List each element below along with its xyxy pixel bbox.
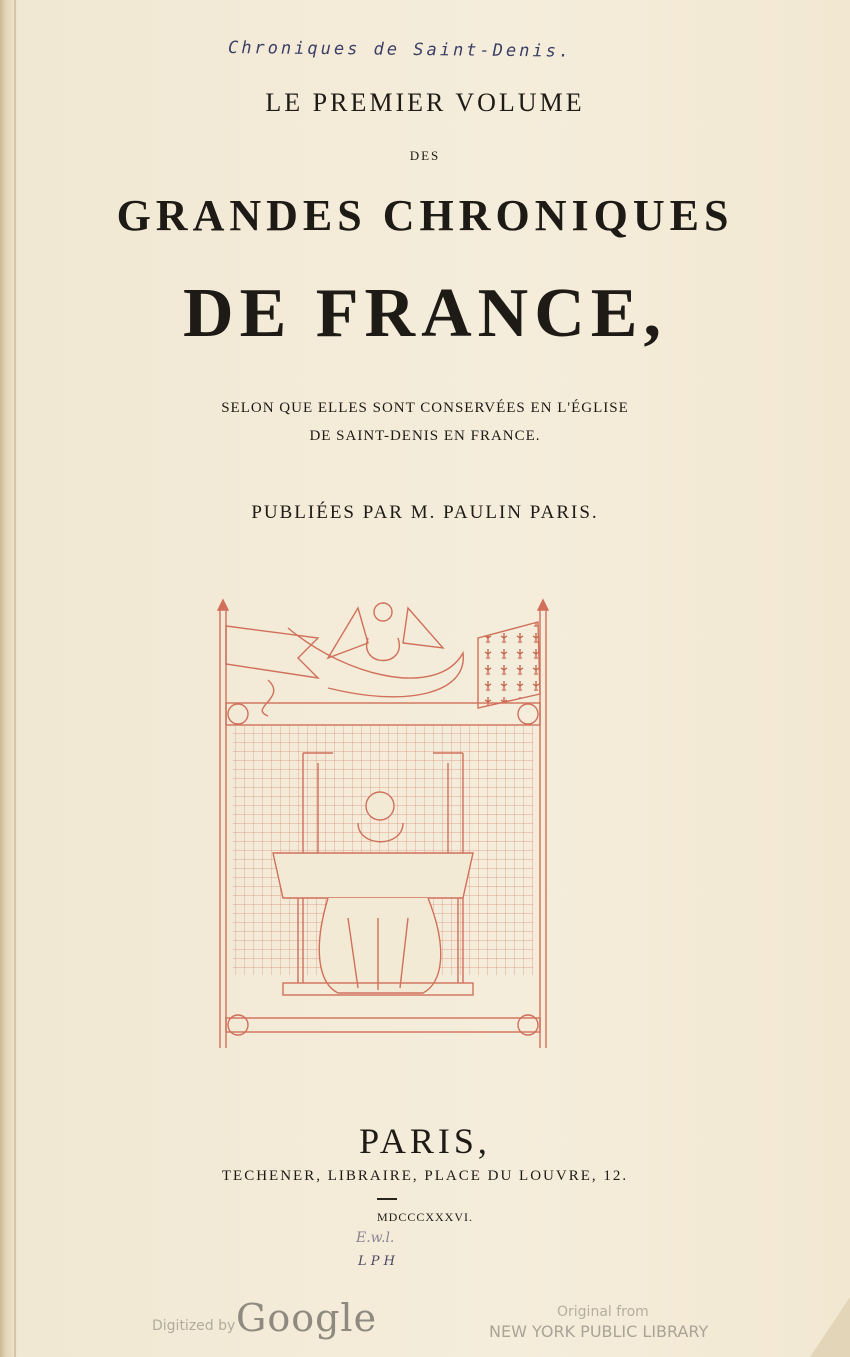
manuscript-initials: L P H	[358, 1254, 395, 1269]
library-name: NEW YORK PUBLIC LIBRARY	[489, 1322, 709, 1341]
digitized-by-label: Digitized by	[152, 1318, 236, 1334]
imprint-publisher: TECHENER, LIBRAIRE, PLACE DU LOUVRE, 12.	[221, 1168, 629, 1184]
top-left-knot	[228, 704, 248, 724]
top-right-knot	[518, 704, 538, 724]
original-from-label: Original from	[557, 1304, 649, 1320]
scribe-head	[366, 792, 394, 820]
subtitle-line-1: SELON QUE ELLES SONT CONSERVÉES EN L'ÉGLISE	[221, 400, 629, 416]
handwritten-title-note: Chroniques de Saint-Denis.	[227, 38, 573, 62]
left-pennant	[226, 626, 318, 678]
bottom-beam	[226, 1018, 540, 1032]
fleur-de-lis-banner	[478, 622, 540, 708]
imprint-city: PARIS,	[359, 1121, 491, 1161]
pennant-streamer	[262, 680, 274, 716]
top-beam	[226, 703, 540, 725]
editor-credit: PUBLIÉES PAR M. PAULIN PARIS.	[251, 502, 599, 523]
manuscript-shelfmark: E.w.l.	[356, 1230, 395, 1246]
title-line-2: DES	[409, 148, 441, 163]
writing-desk	[273, 853, 473, 898]
angel-wings	[328, 608, 443, 658]
title-line-1: LE PREMIER VOLUME	[265, 88, 585, 117]
illustration-scribe-at-desk	[208, 598, 553, 1053]
page-corner-shadow	[810, 1297, 850, 1357]
title-line-3: GRANDES CHRONIQUES	[116, 191, 734, 240]
scribe-robe	[319, 898, 440, 993]
angel-body	[367, 638, 400, 661]
google-logo: Google	[236, 1296, 378, 1340]
subtitle-line-2: DE SAINT-DENIS EN FRANCE.	[309, 428, 541, 444]
imprint-year: MDCCCXXXVI.	[376, 1210, 473, 1224]
scroll-ribbon	[288, 628, 463, 697]
angel-head	[374, 603, 392, 621]
title-line-4: DE FRANCE,	[183, 275, 667, 352]
imprint-divider	[377, 1198, 397, 1200]
post-finials	[218, 600, 548, 610]
